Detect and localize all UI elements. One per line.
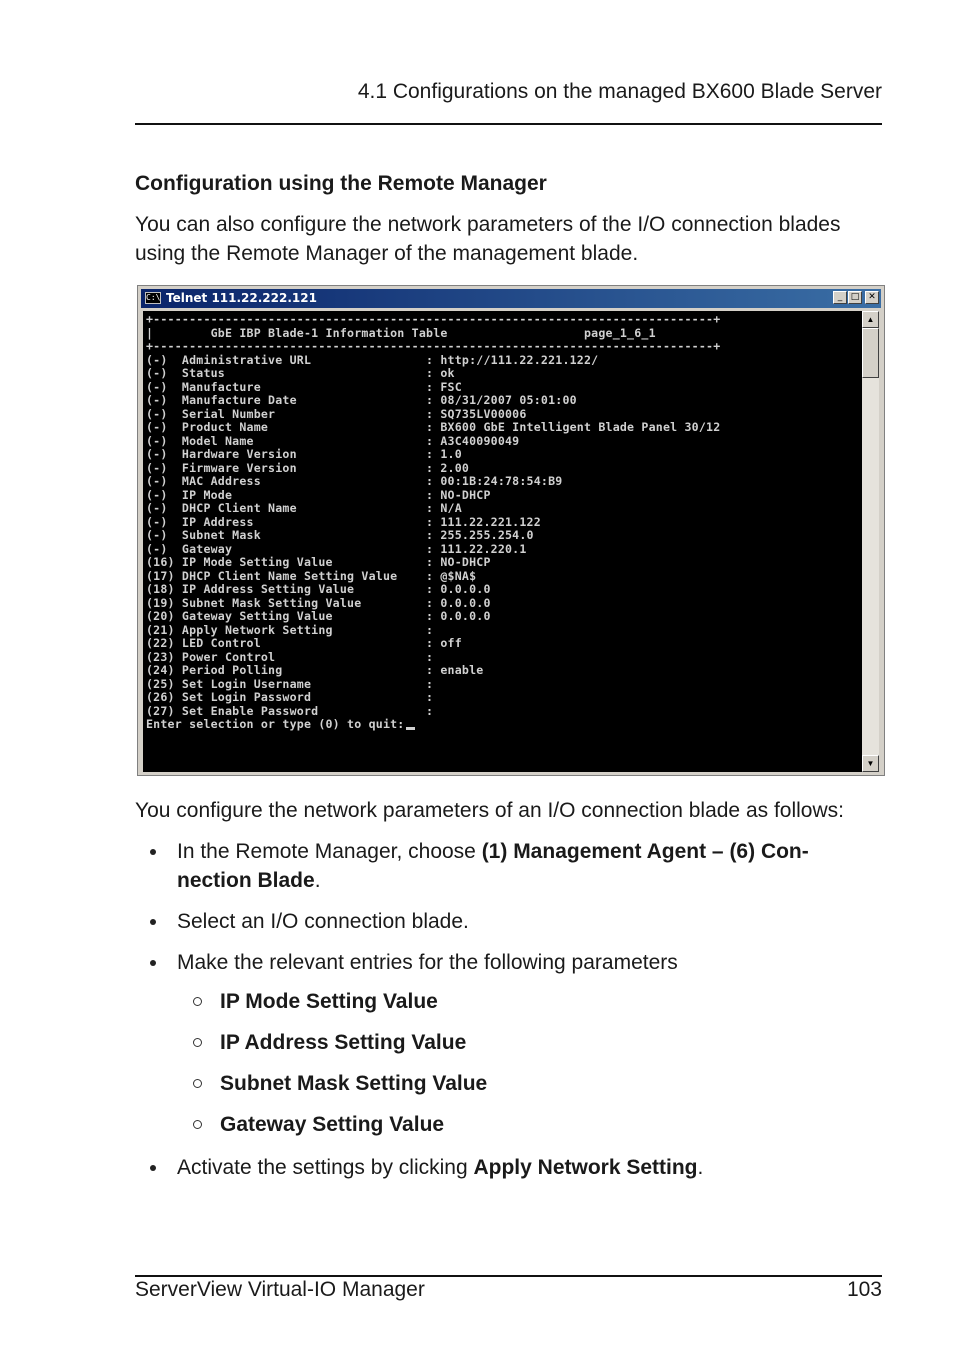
console-line: (27) Set Enable Password :	[146, 703, 434, 718]
console-line: (-) Manufacture Date : 08/31/2007 05:01:00	[146, 393, 577, 407]
param-name: Gateway Setting Value	[220, 1113, 445, 1136]
console-line: (16) IP Mode Setting Value : NO-DHCP	[146, 555, 491, 569]
header-rule	[135, 123, 882, 125]
page-number: 103	[846, 1278, 882, 1301]
window-title: Telnet 111.22.222.121	[166, 291, 317, 305]
console-icon: C:\	[146, 293, 161, 302]
console-line: | GbE IBP Blade-1 Information Table page_1_6_1	[146, 325, 656, 340]
section-heading: Configuration using the Remote Manager	[135, 172, 547, 195]
circle-bullet-icon	[193, 997, 202, 1006]
bullet-icon	[150, 849, 156, 855]
list-item	[177, 907, 877, 936]
console-line: (17) DHCP Client Name Setting Value : @$NA$	[146, 568, 477, 583]
step-text: Select an I/O connection blade.	[177, 910, 469, 933]
console-line: (19) Subnet Mask Setting Value : 0.0.0.0	[146, 595, 491, 610]
list-item	[177, 837, 877, 895]
console-line: (-) Serial Number : SQ735LV00006	[146, 406, 527, 421]
sub-list-item	[220, 1072, 487, 1096]
steps-intro: You configure the network parameters of an I/O connection blade as follows:	[135, 799, 844, 822]
maximize-button[interactable]: □	[848, 291, 862, 304]
console-line: (-) Status : ok	[146, 366, 455, 380]
sub-list-item	[220, 1113, 444, 1137]
text-cursor	[406, 727, 415, 730]
bullet-icon	[150, 919, 156, 925]
menu-path: nection Blade	[177, 869, 315, 892]
footer-rule	[135, 1275, 882, 1277]
console-line: (22) LED Control : off	[146, 636, 462, 650]
close-button[interactable]: ✕	[865, 291, 879, 304]
list-item	[177, 1153, 877, 1182]
circle-bullet-icon	[193, 1120, 202, 1129]
console-line: (23) Power Control :	[146, 649, 434, 664]
sub-list-item	[220, 990, 438, 1014]
telnet-window	[137, 285, 885, 776]
console-line: (21) Apply Network Setting :	[146, 622, 434, 637]
menu-path: (1) Management Agent – (6) Con-	[481, 840, 809, 863]
scroll-down-arrow-icon[interactable]: ▼	[862, 755, 879, 772]
sub-list-item	[220, 1031, 466, 1055]
console-line: +------------------------------------------------------------------------------+	[146, 312, 721, 326]
circle-bullet-icon	[193, 1079, 202, 1088]
intro-paragraph: You can also configure the network parameters of the I/O connection blades using the Remote Manager of the management blade.	[135, 213, 841, 265]
footer-title: ServerView Virtual-IO Manager	[135, 1278, 425, 1301]
ui-label: Apply Network Setting	[473, 1156, 698, 1179]
step-text: .	[697, 1156, 704, 1179]
console-line: (25) Set Login Username :	[146, 676, 434, 691]
vertical-scrollbar[interactable]	[862, 311, 879, 772]
step-text: In the Remote Manager, choose	[177, 840, 482, 863]
step-text: .	[314, 869, 321, 892]
prompt-text: Enter selection or type (0) to quit:	[146, 717, 405, 731]
console-line: (-) Manufacture : FSC	[146, 379, 462, 394]
bullet-icon	[150, 960, 156, 966]
running-header: 4.1 Configurations on the managed BX600 Blade Server	[357, 80, 882, 103]
console-line: (-) MAC Address : 00:1B:24:78:54:B9	[146, 474, 563, 488]
console-line: (20) Gateway Setting Value : 0.0.0.0	[146, 609, 491, 623]
param-name: IP Mode Setting Value	[220, 990, 438, 1013]
param-name: Subnet Mask Setting Value	[220, 1072, 488, 1095]
step-text: Make the relevant entries for the following parameters	[177, 951, 678, 974]
console-line: (-) Gateway : 111.22.220.1	[146, 541, 527, 556]
console-line: (-) Administrative URL : http://111.22.221.122/	[146, 352, 599, 367]
bullet-icon	[150, 1165, 156, 1171]
console-line: (-) DHCP Client Name : N/A	[146, 501, 462, 515]
console-output[interactable]	[143, 311, 862, 772]
console-line: (-) Product Name : BX600 GbE Intelligent Blade Panel 30/12	[146, 420, 721, 434]
console-line: (-) Firmware Version : 2.00	[146, 460, 470, 475]
param-name: IP Address Setting Value	[220, 1031, 467, 1054]
minimize-button[interactable]: _	[833, 291, 847, 304]
console-prompt[interactable]	[146, 718, 415, 732]
console-line: (-) IP Address : 111.22.221.122	[146, 514, 541, 529]
step-text: Activate the settings by clicking	[177, 1156, 474, 1179]
window-titlebar[interactable]	[141, 289, 881, 308]
scroll-up-arrow-icon[interactable]: ▲	[862, 311, 879, 328]
console-line: (26) Set Login Password :	[146, 690, 434, 704]
console-line: (-) Subnet Mask : 255.255.254.0	[146, 528, 534, 542]
list-item	[177, 948, 877, 977]
scroll-thumb[interactable]	[862, 328, 879, 378]
console-line: (-) Model Name : A3C40090049	[146, 433, 520, 448]
console-line: (-) IP Mode : NO-DHCP	[146, 487, 491, 502]
circle-bullet-icon	[193, 1038, 202, 1047]
console-line: (18) IP Address Setting Value : 0.0.0.0	[146, 582, 491, 596]
console-line: (24) Period Polling : enable	[146, 663, 484, 677]
console-line: +------------------------------------------------------------------------------+	[146, 339, 721, 353]
console-line: (-) Hardware Version : 1.0	[146, 447, 462, 461]
